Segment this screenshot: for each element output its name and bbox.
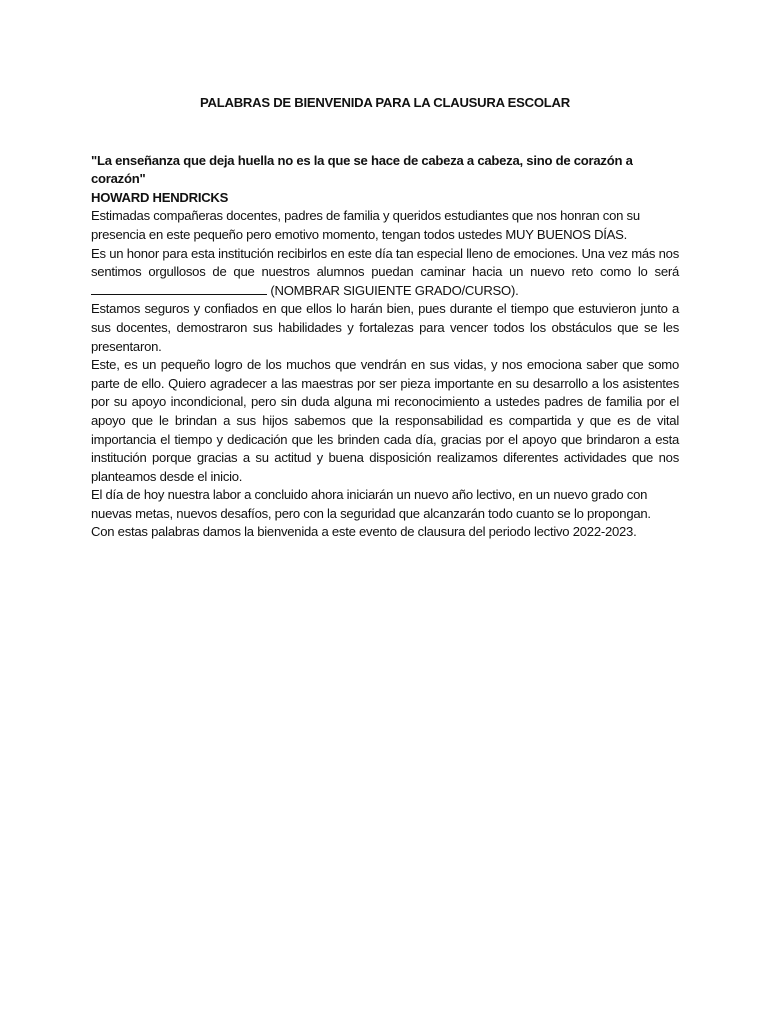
document-title: PALABRAS DE BIENVENIDA PARA LA CLAUSURA ESCOLAR [200, 95, 570, 110]
paragraph-greeting: Estimadas compañeras docentes, padres de familia y queridos estudiantes que nos honran con su presencia en este pequeño pero emotivo momento, tengan todos ustedes MUY BUENOS DÍAS. [91, 208, 640, 242]
document-content [91, 94, 679, 542]
quote-text: "La enseñanza que deja huella no es la que se hace de cabeza a cabeza, sino de corazón a corazón" [91, 152, 633, 187]
opening-quote [91, 152, 679, 208]
paragraph-conclusion: El día de hoy nuestra labor a concluido ahora iniciarán un nuevo año lectivo, en un nuevo grado con nuevas metas, nuevos desafíos, pero con la seguridad que alcanzarán todo cuanto se lo propongan. [91, 487, 651, 521]
grade-placeholder: (NOMBRAR SIGUIENTE GRADO/CURSO). [270, 282, 519, 298]
fill-in-blank-line [91, 282, 267, 295]
paragraph-honor-text: Es un honor para esta institución recibirlos en este día tan especial lleno de emociones. Una vez más nos sentimos orgullosos de que nuestros alumnos puedan caminar hacia un nuevo reto como lo será [91, 245, 679, 280]
paragraph-confidence: Estamos seguros y confiados en que ellos lo harán bien, pues durante el tiempo que estuvieron junto a sus docentes, demostraron sus habilidades y fortalezas para vencer todos los obstáculos que se les presentaron. [91, 301, 679, 354]
paragraph-honor [91, 245, 679, 301]
paragraph-gratitude: Este, es un pequeño logro de los muchos que vendrán en sus vidas, y nos emociona saber que somo parte de ello. Quiero agradecer a las maestras por ser pieza importante en su desarrollo a los asistentes por su apoyo incondicional, pero sin duda alguna mi reconocimiento a ustedes padres de familia por el apoyo que le brindan a sus hijos sabemos que la responsabilidad es compartida y que es de vital importancia el tiempo y dedicación que les brinden cada día, gracias por el apoyo que brindaron a esta institución porque gracias a su actitud y buena disposición realizamos diferentes actividades que nos planteamos desde el inicio. [91, 357, 679, 484]
quote-author: HOWARD HENDRICKS [91, 189, 229, 205]
paragraph-closing: Con estas palabras damos la bienvenida a este evento de clausura del periodo lectivo 2022-2023. [91, 524, 637, 540]
